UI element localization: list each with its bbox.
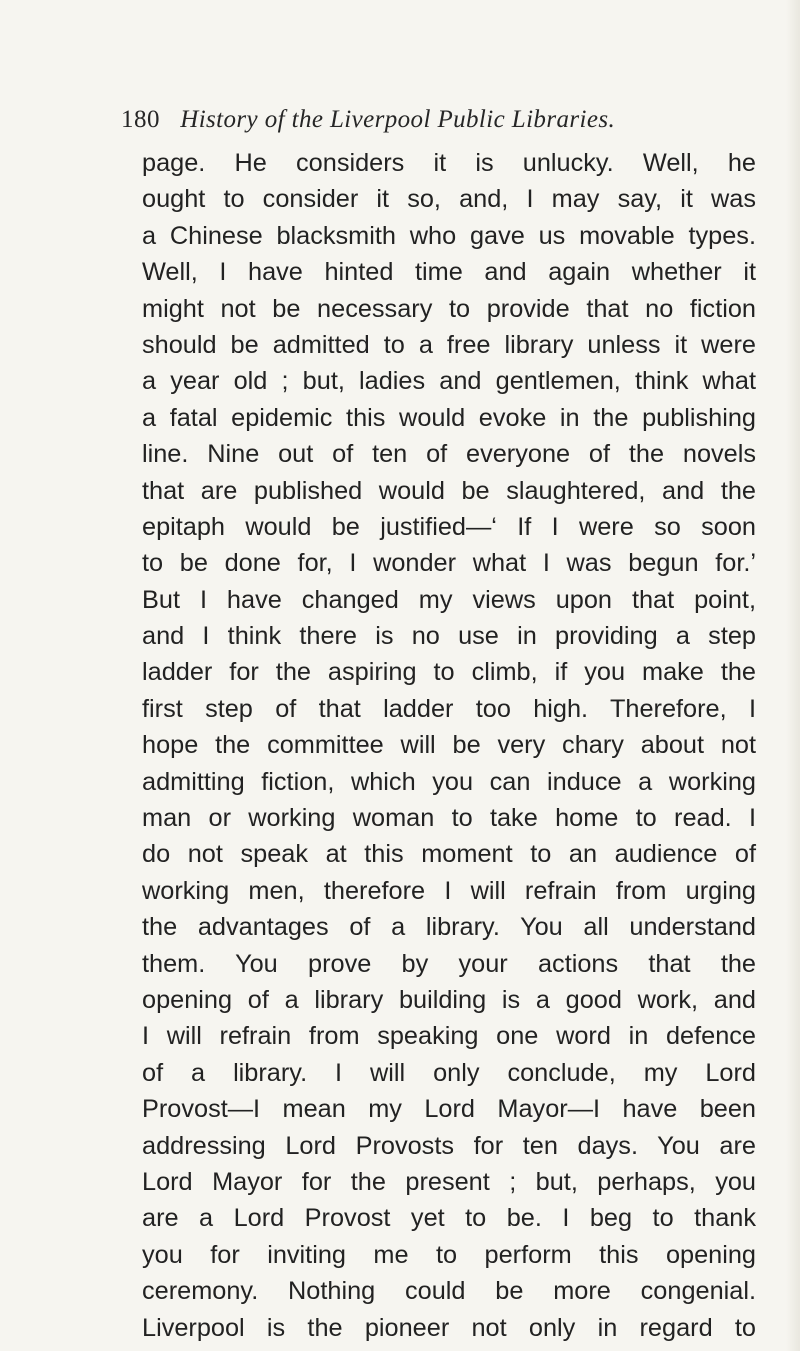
text-line: that are published would be slaughtered, and the [142, 476, 756, 505]
text-line: should be admitted to a free library unless it were [142, 330, 756, 359]
text-line: ceremony. Nothing could be more congenial. [142, 1277, 756, 1306]
text-line: Provost—I mean my Lord Mayor—I have been [142, 1095, 756, 1124]
text-line: to be done for, I wonder what I was begun for.’ [142, 549, 756, 578]
text-line: I will refrain from speaking one word in defence [142, 1022, 756, 1051]
text-line: But I have changed my views upon that point, [142, 585, 756, 614]
text-line: you for inviting me to perform this opening [142, 1240, 756, 1269]
text-line: opening of a library building is a good work, and [142, 985, 756, 1014]
text-line: addressing Lord Provosts for ten days. You are [142, 1131, 756, 1160]
text-line: a fatal epidemic this would evoke in the publishing [142, 403, 756, 432]
text-line: are a Lord Provost yet to be. I beg to thank [142, 1204, 756, 1233]
text-line: might not be necessary to provide that no fiction [142, 294, 756, 323]
text-line: ladder for the aspiring to climb, if you make the [142, 658, 756, 687]
text-line: Lord Mayor for the present ; but, perhaps, you [142, 1167, 756, 1196]
text-line: Liverpool is the pioneer not only in regard to [142, 1313, 756, 1342]
text-line: Well, I have hinted time and again whether it [142, 258, 756, 287]
text-line: line. Nine out of ten of everyone of the novels [142, 440, 756, 469]
text-line: a Chinese blacksmith who gave us movable types. [142, 221, 756, 250]
text-line: them. You prove by your actions that the [142, 949, 756, 978]
running-title: History of the Liverpool Public Libraries. [180, 106, 616, 133]
text-line: ought to consider it so, and, I may say, it was [142, 185, 756, 214]
text-line: and I think there is no use in providing a step [142, 622, 756, 651]
text-line: first step of that ladder too high. Therefore, I [142, 694, 756, 723]
text-line: a year old ; but, ladies and gentlemen, think what [142, 367, 756, 396]
text-line: page. He considers it is unlucky. Well, he [142, 149, 756, 177]
text-line: hope the committee will be very chary about not [142, 731, 756, 760]
text-line: admitting fiction, which you can induce a working [142, 767, 756, 796]
body-text [142, 145, 756, 1346]
text-line: man or working woman to take home to read. I [142, 804, 756, 833]
page-header [121, 100, 661, 140]
text-line: working men, therefore I will refrain from urging [142, 876, 756, 905]
text-line: do not speak at this moment to an audience of [142, 840, 756, 869]
page-number: 180 [121, 106, 160, 133]
text-line: of a library. I will only conclude, my Lord [142, 1058, 756, 1087]
page-edge-shadow [786, 0, 800, 1351]
text-line: the advantages of a library. You all understand [142, 913, 756, 942]
text-line: epitaph would be justified—‘ If I were so soon [142, 512, 756, 541]
